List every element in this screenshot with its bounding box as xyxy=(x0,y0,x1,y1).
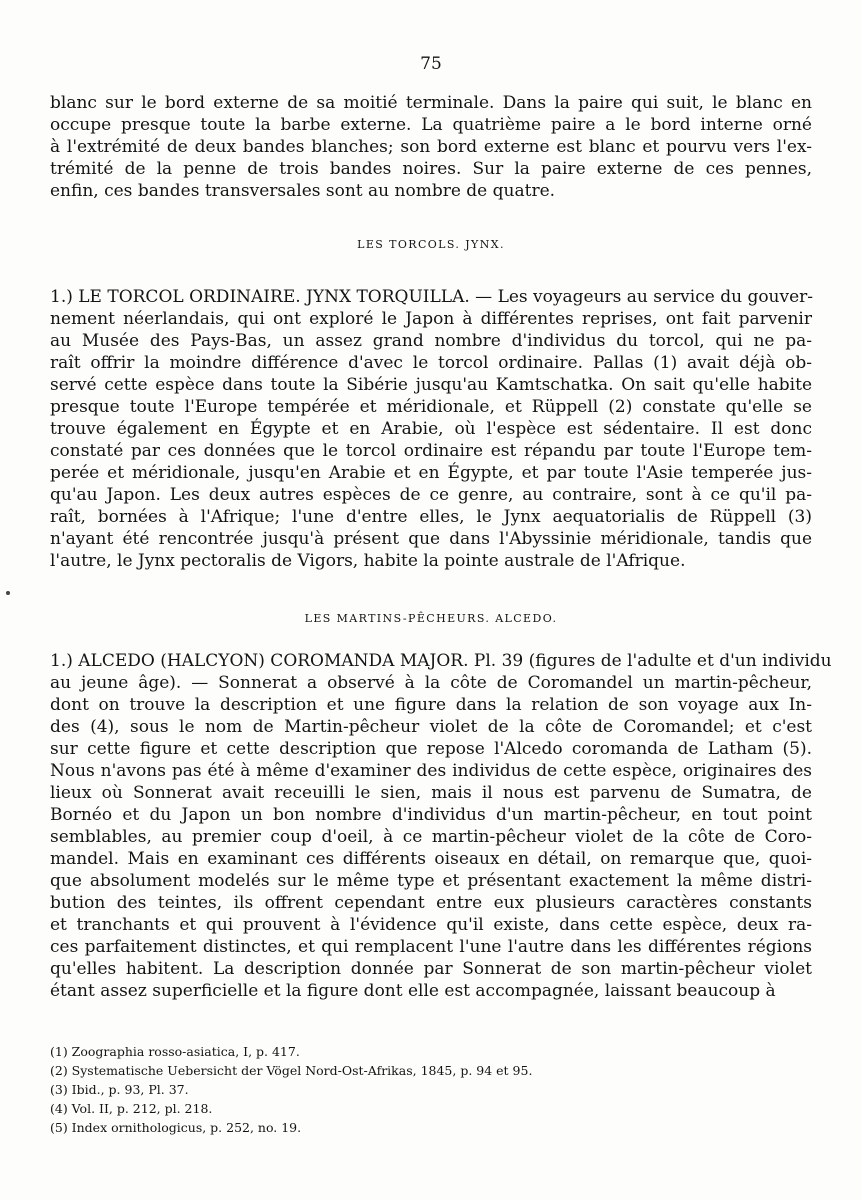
text-line: qu'au Japon. Les deux autres espèces de ce genre, au contraire, sont à ce qu'il pa- xyxy=(50,485,812,505)
text-line: perée et méridionale, jusqu'en Arabie et en Égypte, et par toute l'Asie temperée jus- xyxy=(50,463,812,483)
text-line: raît, bornées à l'Afrique; l'une d'entre elles, le Jynx aequatorialis de Rüppell (3) xyxy=(50,507,812,527)
martins-paragraph xyxy=(50,650,832,1002)
torcol-paragraph xyxy=(50,286,812,572)
text-line: occupe presque toute la barbe externe. La quatrième paire a le bord interne orné xyxy=(50,115,812,135)
page-number: 75 xyxy=(420,54,442,74)
text-line: au Musée des Pays-Bas, un assez grand nombre d'individus du torcol, qui ne pa- xyxy=(50,331,812,351)
text-line: bution des teintes, ils offrent cependant entre eux plusieurs caractères constants xyxy=(50,893,812,913)
footnote: (5) Index ornithologicus, p. 252, no. 19. xyxy=(50,1120,302,1135)
text-line: lieux où Sonnerat avait receuilli le sien, mais il nous est parvenu de Sumatra, de xyxy=(50,783,812,803)
text-line: qu'elles habitent. La description donnée par Sonnerat de son martin-pêcheur violet xyxy=(50,959,812,979)
text-line: 1.) LE TORCOL ORDINAIRE. JYNX TORQUILLA. — Les voyageurs au service du gouver- xyxy=(50,287,814,307)
text-line: sur cette figure et cette description que repose l'Alcedo coromanda de Latham (5). xyxy=(50,739,812,759)
text-line: n'ayant été rencontrée jusqu'à présent que dans l'Abyssinie méridionale, tandis que xyxy=(50,529,812,549)
intro-paragraph xyxy=(50,92,812,202)
text-line: mandel. Mais en examinant ces différents oiseaux en détail, on remarque que, quoi- xyxy=(50,849,812,869)
text-line: Nous n'avons pas été à même d'examiner des individus de cette espèce, originaires des xyxy=(50,761,812,781)
text-line: raît offrir la moindre différence d'avec le torcol ordinaire. Pallas (1) avait déjà ob- xyxy=(50,353,812,373)
text-line: 1.) ALCEDO (HALCYON) COROMANDA MAJOR. Pl. 39 (figures de l'adulte et d'un individu xyxy=(50,651,832,671)
footnote-list xyxy=(50,1042,750,1137)
text-line: constaté par ces données que le torcol ordinaire est répandu par toute l'Europe tem- xyxy=(50,441,812,461)
text-line: enfin, ces bandes transversales sont au nombre de quatre. xyxy=(50,181,556,201)
text-line: nement néerlandais, qui ont exploré le Japon à différentes reprises, ont fait parvenir xyxy=(50,309,812,329)
text-line: blanc sur le bord externe de sa moitié terminale. Dans la paire qui suit, le blanc en xyxy=(50,93,812,113)
text-line: trouve également en Égypte et en Arabie, où l'espèce est sédentaire. Il est donc xyxy=(50,419,812,439)
footnote: (3) Ibid., p. 93, Pl. 37. xyxy=(50,1082,189,1097)
section-heading-torcols: LES TORCOLS. JYNX. xyxy=(357,238,505,251)
text-line: servé cette espèce dans toute la Sibérie jusqu'au Kamtschatka. On sait qu'elle habite xyxy=(50,375,812,395)
text-line: trémité de la penne de trois bandes noires. Sur la paire externe de ces pennes, xyxy=(50,159,812,179)
text-line: ces parfaitement distinctes, et qui remplacent l'une l'autre dans les différentes régions xyxy=(50,937,812,957)
text-line: au jeune âge). — Sonnerat a observé à la côte de Coromandel un martin-pêcheur, xyxy=(50,673,812,693)
text-line: dont on trouve la description et une figure dans la relation de son voyage aux In- xyxy=(50,695,812,715)
text-line: l'autre, le Jynx pectoralis de Vigors, habite la pointe australe de l'Afrique. xyxy=(50,551,686,571)
text-line: Bornéo et du Japon un bon nombre d'individus d'un martin-pêcheur, en tout point xyxy=(50,805,812,825)
paragraph-lines xyxy=(50,92,812,202)
footnotes xyxy=(50,1042,750,1137)
footnote: (2) Systematische Uebersicht der Vögel Nord-Ost-Afrikas, 1845, p. 94 et 95. xyxy=(50,1063,533,1078)
text-line: presque toute l'Europe tempérée et méridionale, et Rüppell (2) constate qu'elle se xyxy=(50,397,812,417)
text-line: étant assez superficielle et la figure dont elle est accompagnée, laissant beaucoup à xyxy=(50,981,776,1001)
section-heading-martins: LES MARTINS-PÊCHEURS. ALCEDO. xyxy=(304,612,558,625)
margin-mark xyxy=(6,591,10,595)
paragraph-lines xyxy=(50,286,812,572)
text-line: que absolument modelés sur le même type et présentant exactement la même distri- xyxy=(50,871,812,891)
paragraph-lines xyxy=(50,650,832,1002)
text-line: des (4), sous le nom de Martin-pêcheur violet de la côte de Coromandel; et c'est xyxy=(50,717,812,737)
text-line: semblables, au premier coup d'oeil, à ce martin-pêcheur violet de la côte de Coro- xyxy=(50,827,812,847)
text-line: à l'extrémité de deux bandes blanches; son bord externe est blanc et pourvu vers l'ex- xyxy=(50,137,812,157)
text-line: et tranchants et qui prouvent à l'évidence qu'il existe, dans cette espèce, deux ra- xyxy=(50,915,812,935)
footnote: (4) Vol. II, p. 212, pl. 218. xyxy=(50,1101,213,1116)
footnote: (1) Zoographia rosso-asiatica, I, p. 417. xyxy=(50,1044,300,1059)
